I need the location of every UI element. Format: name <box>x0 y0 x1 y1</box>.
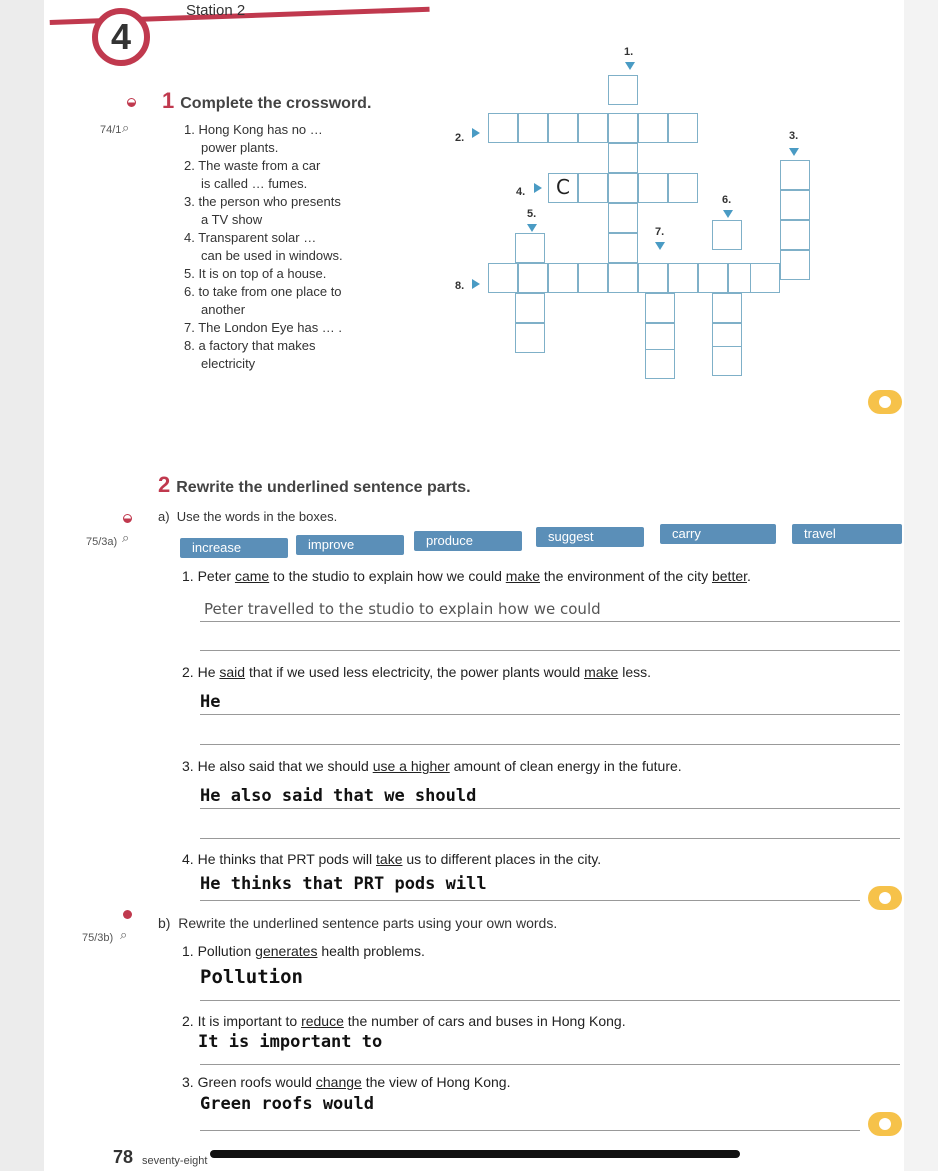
crossword-cell[interactable] <box>578 263 608 293</box>
difficulty-half-icon <box>127 98 136 107</box>
cw-number-5: 5. <box>527 208 537 220</box>
sentence-b2 <box>182 1013 626 1029</box>
item-number: 2. <box>182 664 194 680</box>
sentence-text: less. <box>618 664 651 680</box>
ex2b-ref: 75/3b) <box>82 932 114 944</box>
arrow-right-icon <box>534 183 542 193</box>
part-a-instruction-text: Use the words in the boxes. <box>176 509 338 524</box>
answer-line <box>200 744 900 745</box>
sentence-a1 <box>182 568 751 584</box>
unit-number: 4 <box>110 16 132 57</box>
clue-line: 8. a factory that makes <box>184 338 316 353</box>
crossword-cell[interactable] <box>712 220 742 250</box>
crossword-cell[interactable] <box>638 173 668 203</box>
sentence-b1 <box>182 943 425 959</box>
crossword-cell[interactable] <box>608 263 638 293</box>
ex1-ref: 74/1 <box>100 124 122 136</box>
clue-line: 4. Transparent solar … <box>184 230 317 245</box>
crossword-cell[interactable] <box>518 263 548 293</box>
underlined-part: make <box>584 664 619 680</box>
answer-a3[interactable]: He also said that we should <box>200 786 477 806</box>
sentence-text: health problems. <box>317 943 425 959</box>
item-number: 1. <box>182 943 194 959</box>
page-edge-left <box>0 0 44 1171</box>
answer-a4[interactable]: He thinks that PRT pods will <box>200 874 487 894</box>
ex2-title <box>158 472 471 498</box>
crossword-cell[interactable] <box>548 113 578 143</box>
sentence-text: that if we used less electricity, the power plants would <box>245 664 585 680</box>
arrow-down-icon <box>527 224 537 232</box>
crossword-cell[interactable] <box>488 263 518 293</box>
answer-line <box>200 838 900 839</box>
word-chip: carry <box>660 524 776 544</box>
arrow-down-icon <box>723 210 733 218</box>
item-number: 4. <box>182 851 194 867</box>
crossword-cell[interactable] <box>645 349 675 379</box>
cw-number-3: 3. <box>789 130 799 142</box>
part-a-label: a) <box>158 509 170 524</box>
page-number-word: seventy-eight <box>142 1155 208 1167</box>
sentence-text: He <box>197 664 220 680</box>
arrow-right-icon <box>472 279 480 289</box>
word-chip: travel <box>792 524 902 544</box>
sentence-text: the environment of the city <box>540 568 712 584</box>
sentence-text: He thinks that PRT pods will <box>197 851 377 867</box>
crossword-cell[interactable] <box>515 323 545 353</box>
answer-line <box>200 900 860 901</box>
word-chip: increase <box>180 538 288 558</box>
clue-line: is called … fumes. <box>201 176 308 191</box>
ex1-title <box>162 88 371 114</box>
sentence-text: It is important to <box>197 1013 302 1029</box>
clue-line: another <box>201 302 246 317</box>
answer-line <box>200 714 900 715</box>
item-number: 1. <box>182 568 194 584</box>
underlined-part: take <box>376 851 403 867</box>
underlined-part: make <box>505 568 540 584</box>
audio-icon: ⌕ <box>122 120 130 135</box>
sentence-text: to the studio to explain how we could <box>269 568 506 584</box>
arrow-right-icon <box>472 128 480 138</box>
crossword-cell[interactable] <box>780 250 810 280</box>
unit-number-badge <box>92 8 150 66</box>
cw-number-1: 1. <box>624 46 634 58</box>
crossword-cell[interactable] <box>578 173 608 203</box>
crossword-cell[interactable] <box>668 263 698 293</box>
answer-line <box>200 808 900 809</box>
crossword-cell[interactable] <box>750 263 780 293</box>
answer-b1[interactable]: Pollution <box>200 966 303 988</box>
crossword-cell[interactable] <box>638 113 668 143</box>
word-chip: improve <box>296 535 404 555</box>
crossword-cell[interactable] <box>780 190 810 220</box>
crossword-cell[interactable] <box>608 143 638 173</box>
arrow-down-icon <box>625 62 635 70</box>
item-number: 3. <box>182 1074 194 1090</box>
ex1-title-text: Complete the crossword. <box>180 95 372 112</box>
word-chip: suggest <box>536 527 644 547</box>
cw-number-7: 7. <box>655 226 665 238</box>
ex2a-ref: 75/3a) <box>86 536 118 548</box>
answer-line <box>200 1000 900 1001</box>
ex2-title-text: Rewrite the underlined sentence parts. <box>176 479 471 496</box>
part-b-instruction-text: Rewrite the underlined sentence parts using your own words. <box>178 915 558 931</box>
crossword-cell[interactable] <box>608 233 638 263</box>
cw-number-4: 4. <box>516 186 526 198</box>
crossword-cell[interactable] <box>645 293 675 323</box>
crossword-cell[interactable] <box>712 293 742 323</box>
sentence-text: Pollution <box>197 943 256 959</box>
underlined-part: said <box>219 664 246 680</box>
ex2a-instruction <box>158 508 337 526</box>
crossword-cell[interactable] <box>698 263 728 293</box>
sentence-text: He also said that we should <box>197 758 373 774</box>
crossword-cell[interactable] <box>488 113 518 143</box>
ex2b-instruction <box>158 914 557 932</box>
audio-icon: ⌕ <box>120 927 128 942</box>
crossword-cell[interactable] <box>578 113 608 143</box>
crossword-cell[interactable] <box>780 220 810 250</box>
underlined-part: change <box>315 1074 362 1090</box>
audio-icon: ⌕ <box>122 530 130 545</box>
crossword-cell[interactable] <box>608 75 638 105</box>
crossword-cell[interactable] <box>548 263 578 293</box>
underlined-part: generates <box>255 943 318 959</box>
item-number: 3. <box>182 758 194 774</box>
sentence-a2 <box>182 664 651 680</box>
progress-tab-icon <box>868 886 902 910</box>
answer-a2[interactable]: He <box>200 692 221 712</box>
crossword-cell[interactable] <box>515 233 545 263</box>
station-label: Station 2 <box>186 2 246 19</box>
underlined-part: reduce <box>301 1013 344 1029</box>
sentence-a3 <box>182 758 682 774</box>
cw-number-6: 6. <box>722 194 732 206</box>
arrow-down-icon <box>655 242 665 250</box>
filled-letter: C <box>556 175 570 199</box>
crossword-cell[interactable] <box>608 203 638 233</box>
answer-line <box>200 621 900 622</box>
clue-line: 6. to take from one place to <box>184 284 342 299</box>
crossword-cell[interactable] <box>638 263 668 293</box>
answer-b2[interactable]: It is important to <box>198 1032 383 1052</box>
clue-line: can be used in windows. <box>201 248 343 263</box>
sentence-text: amount of clean energy in the future. <box>449 758 682 774</box>
clue-line: 7. The London Eye has … . <box>184 320 343 335</box>
sentence-text: Peter <box>197 568 235 584</box>
crossword-cell[interactable] <box>608 173 638 203</box>
ex1-clue-list <box>184 121 384 373</box>
ex1-number: 1 <box>162 88 175 113</box>
underlined-part: use a higher <box>372 758 450 774</box>
clue-line: power plants. <box>201 140 279 155</box>
sentence-text: the number of cars and buses in Hong Kong. <box>343 1013 626 1029</box>
sentence-b3 <box>182 1074 510 1090</box>
clue-line: electricity <box>201 356 256 371</box>
cw-number-8: 8. <box>455 280 465 292</box>
progress-tab-icon <box>868 1112 902 1136</box>
answer-line <box>200 1064 900 1065</box>
sentence-a4 <box>182 851 601 867</box>
answer-b3[interactable]: Green roofs would <box>200 1094 374 1114</box>
ex2-number: 2 <box>158 472 171 497</box>
clue-line: 3. the person who presents <box>184 194 341 209</box>
clue-line: 5. It is on top of a house. <box>184 266 327 281</box>
answer-line <box>200 1130 860 1131</box>
underlined-part: better <box>711 568 748 584</box>
page-edge-right <box>904 0 938 1171</box>
difficulty-half-icon <box>123 514 132 523</box>
underlined-part: came <box>234 568 270 584</box>
difficulty-full-icon <box>123 910 132 919</box>
page-number: 78 <box>113 1147 134 1167</box>
crossword-cell[interactable] <box>712 346 742 376</box>
home-indicator[interactable] <box>210 1150 740 1158</box>
crossword-cell[interactable] <box>518 113 548 143</box>
crossword-cell[interactable] <box>668 113 698 143</box>
clue-line: 1. Hong Kong has no … <box>184 122 323 137</box>
sentence-text: us to different places in the city. <box>402 851 602 867</box>
crossword-cell[interactable] <box>668 173 698 203</box>
word-chip: produce <box>414 531 522 551</box>
sentence-text: Green roofs would <box>197 1074 316 1090</box>
progress-tab-icon <box>868 390 902 414</box>
cw-number-2: 2. <box>455 132 465 144</box>
crossword-cell[interactable] <box>515 293 545 323</box>
sentence-text: the view of Hong Kong. <box>361 1074 511 1090</box>
answer-a1[interactable]: Peter travelled to the studio to explain how we could <box>204 600 601 618</box>
crossword-cell[interactable] <box>608 113 638 143</box>
arrow-down-icon <box>789 148 799 156</box>
sentence-text: . <box>747 568 751 584</box>
clue-line: a TV show <box>201 212 263 227</box>
crossword-cell[interactable] <box>548 173 578 203</box>
item-number: 2. <box>182 1013 194 1029</box>
clue-line: 2. The waste from a car <box>184 158 321 173</box>
part-b-label: b) <box>158 915 171 931</box>
crossword-cell[interactable] <box>780 160 810 190</box>
answer-line <box>200 650 900 651</box>
